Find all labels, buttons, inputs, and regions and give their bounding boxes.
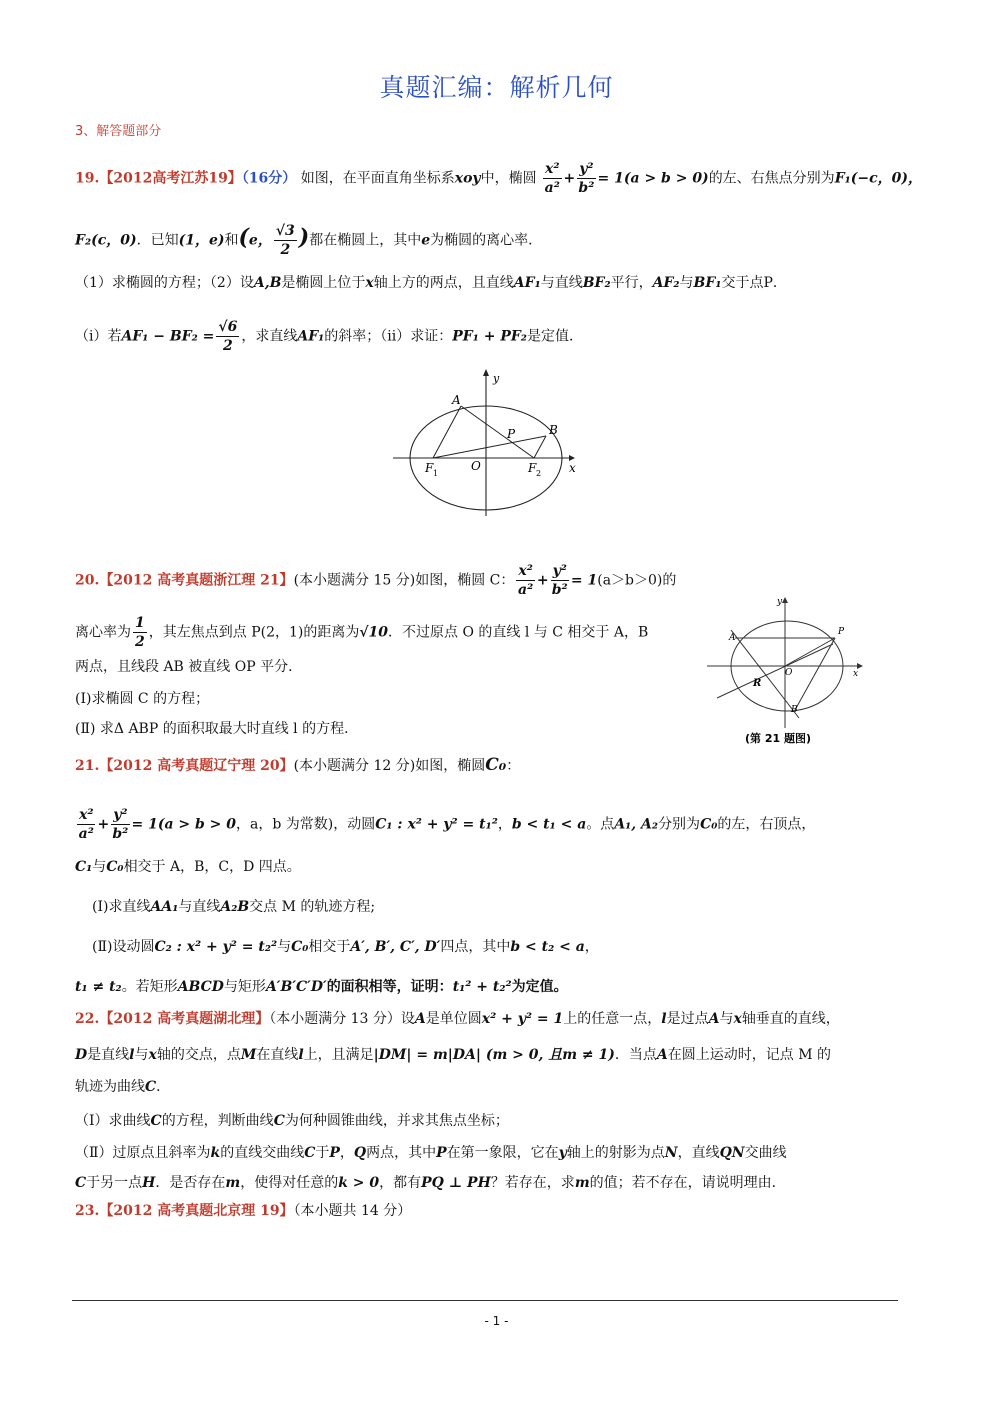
- q20-line-2: [75, 614, 648, 651]
- fig-label-x: x: [853, 669, 859, 679]
- math: A: [656, 1047, 668, 1063]
- page-title: 真题汇编：解析几何: [379, 73, 614, 102]
- text: 为椭圆的离心率．: [430, 232, 543, 249]
- fraction: [133, 614, 147, 651]
- math: N: [664, 1145, 678, 1161]
- math: m: [574, 1175, 590, 1191]
- paren: ): [298, 224, 310, 251]
- q19-line-3: [75, 272, 787, 294]
- text: 都在椭圆上，其中: [309, 232, 422, 249]
- q21-line-4: [92, 896, 375, 918]
- text: 为定值。: [511, 979, 568, 995]
- y-axis-arrow: [483, 369, 489, 376]
- text: 的左、右焦点分别为: [708, 170, 835, 187]
- text: 与: [679, 275, 694, 291]
- q20-line-4: (Ⅰ)求椭圆 C 的方程；: [75, 691, 210, 707]
- numerator: √6: [218, 319, 238, 335]
- text: ，: [339, 1145, 354, 1161]
- fig-label-o: O: [785, 668, 793, 678]
- denominator: a²: [544, 180, 560, 196]
- q19-line-2: [75, 222, 542, 259]
- fraction: [551, 562, 569, 599]
- text: 的面积相等，证明：: [326, 979, 453, 995]
- text: ，使得对任意的: [240, 1175, 339, 1191]
- figure-caption: (第 21 题图): [745, 732, 812, 745]
- math: m: [225, 1175, 241, 1191]
- math: P: [329, 1145, 340, 1161]
- text: 轨迹为曲线: [75, 1079, 145, 1095]
- math: BF₁: [693, 275, 722, 291]
- text: ：: [506, 758, 521, 774]
- text: 上的任意一点，: [563, 1011, 662, 1027]
- question-source: 【2012高考江苏19】: [99, 170, 242, 187]
- math: e: [421, 232, 431, 249]
- fig-label-f1-sub: 1: [433, 469, 439, 478]
- q19-line-4: [75, 318, 583, 355]
- text: ．: [156, 1079, 171, 1095]
- math: |DM| = m|DA| (m > 0, 且m ≠ 1): [373, 1047, 615, 1063]
- fraction: [516, 562, 534, 599]
- text: 于另一点: [86, 1175, 143, 1191]
- math: = 1: [570, 572, 598, 589]
- fig-label-f2: F: [528, 461, 537, 475]
- denominator: b²: [551, 582, 568, 598]
- text: (Ⅱ)设动圆: [92, 939, 155, 955]
- question-source: 【2012 高考真题辽宁理 20】: [99, 758, 294, 774]
- math: A′, B′, C′, D′: [350, 939, 441, 955]
- denominator: a²: [518, 582, 534, 598]
- numerator: y²: [113, 807, 128, 823]
- math: A₁, A₂: [614, 816, 659, 833]
- text: 分别为: [658, 816, 701, 833]
- math: AF₂: [652, 275, 680, 291]
- math: x: [733, 1011, 742, 1027]
- text: 与直线: [178, 899, 221, 915]
- text: ，: [497, 816, 512, 833]
- question-points: （16分）: [241, 170, 297, 187]
- text: ，: [584, 939, 599, 955]
- math: C: [304, 1145, 316, 1161]
- q21-line-5: [92, 936, 599, 958]
- math: e，: [248, 232, 272, 249]
- q21-line-1: [75, 754, 520, 777]
- numerator: x²: [545, 161, 560, 177]
- text: 为何种圆锥曲线，并求其焦点坐标；: [284, 1113, 509, 1129]
- math: C: [75, 1175, 87, 1191]
- text: 两点，其中: [366, 1145, 437, 1161]
- denominator: b²: [578, 180, 595, 196]
- text: 是单位圆: [425, 1011, 482, 1027]
- math: Q: [353, 1145, 367, 1161]
- numerator: y²: [552, 563, 567, 579]
- y-axis-arrow: [782, 597, 788, 603]
- text: 的直线交曲线: [220, 1145, 305, 1161]
- question-number: 20.: [75, 572, 100, 589]
- secant-line: [717, 644, 833, 698]
- math: AF₁: [513, 275, 541, 291]
- page-number: - 1 -: [484, 1314, 509, 1328]
- fraction: [77, 806, 95, 843]
- fig-label-p: P: [838, 627, 845, 637]
- text: (本小题满分 12 分)如图，椭圆: [293, 758, 486, 774]
- math: +: [563, 170, 576, 187]
- ellipse-figure-q19: [393, 364, 597, 518]
- text: 上，且满足: [303, 1047, 374, 1063]
- text: 轴上的射影为点: [566, 1145, 665, 1161]
- fig-label-p: P: [507, 427, 516, 441]
- numerator: x²: [518, 563, 533, 579]
- numerator: x²: [79, 807, 94, 823]
- text: 与: [92, 859, 107, 875]
- math: A: [708, 1011, 720, 1027]
- math: C₂ : x² + y² = t₂²: [154, 939, 278, 955]
- text: 是过点: [666, 1011, 709, 1027]
- q21-line-2: [75, 806, 815, 843]
- math: +: [97, 816, 110, 833]
- math: C₀: [106, 859, 124, 875]
- fig-label-a: A: [452, 393, 461, 407]
- text: 与直线: [540, 275, 583, 291]
- denominator: b²: [112, 826, 129, 842]
- q22-line-2: [75, 1044, 831, 1066]
- math: ABCD: [177, 979, 224, 995]
- question-source: 【2012 高考真题湖北理】: [99, 1011, 270, 1027]
- math: = 1(a > b > 0: [131, 816, 237, 833]
- math: F₂(c，0): [75, 232, 137, 249]
- numerator: 1: [135, 615, 145, 631]
- text: （本小题共 14 分）: [293, 1203, 412, 1219]
- text: 相交于: [308, 939, 351, 955]
- q22-line-4: [75, 1110, 509, 1132]
- math: t₁² + t₂²: [452, 979, 512, 995]
- question-number: 22.: [75, 1011, 100, 1027]
- math: +: [536, 572, 549, 589]
- text: 。若矩形: [121, 979, 178, 995]
- math: k: [210, 1145, 221, 1161]
- text: 的方程，判断曲线: [161, 1113, 274, 1129]
- text: 的值；若不存在，请说明理由．: [589, 1175, 786, 1191]
- math: √10: [359, 624, 389, 641]
- math: l: [129, 1047, 135, 1063]
- text: ．已知: [136, 232, 179, 249]
- question-number: 21.: [75, 758, 100, 774]
- fig-label-o: O: [471, 459, 481, 473]
- text: (a＞b＞0)的: [597, 572, 677, 589]
- text: 和: [224, 232, 239, 249]
- question-number: 23.: [75, 1203, 100, 1219]
- math: xoy: [454, 170, 481, 187]
- q21-line-3: [75, 856, 301, 878]
- math: l: [298, 1047, 304, 1063]
- text: ．当点: [614, 1047, 657, 1063]
- math: l: [661, 1011, 667, 1027]
- q20-line-3: 两点，且线段 AB 被直线 OP 平分．: [75, 659, 303, 675]
- text: ，都有: [379, 1175, 422, 1191]
- text: ，求直线: [241, 328, 298, 345]
- math: A′B′C′D′: [265, 979, 327, 995]
- text: （Ⅰ）求曲线: [75, 1113, 151, 1129]
- text: 如图，在平面直角坐标系: [300, 170, 455, 187]
- question-number: 19.: [75, 170, 100, 187]
- text: 在直线: [256, 1047, 299, 1063]
- text: (本小题满分 15 分)如图，椭圆 C：: [293, 572, 515, 589]
- text: （Ⅱ）过原点且斜率为: [75, 1145, 211, 1161]
- math: A,B: [253, 275, 282, 291]
- math: b < t₂ < a: [510, 939, 585, 955]
- text: 与: [277, 939, 292, 955]
- text: (Ⅰ)求直线: [92, 899, 151, 915]
- text: （1）求椭圆的方程；（2）设: [75, 275, 254, 291]
- fig-label-b: B: [549, 423, 558, 437]
- text: 。点: [586, 816, 615, 833]
- text: 于: [315, 1145, 330, 1161]
- text: ，其左焦点到点 P(2，1)的距离为: [148, 624, 360, 641]
- text: 交点 M 的轨迹方程;: [249, 899, 376, 915]
- text: 是定值．: [526, 328, 583, 345]
- math: AF₁ − BF₂ =: [121, 328, 215, 345]
- math: QN: [719, 1145, 745, 1161]
- ellipse-figure-q20: [707, 596, 873, 750]
- text: 交曲线: [744, 1145, 787, 1161]
- section-heading: 3、解答题部分: [75, 124, 162, 139]
- math: C: [145, 1079, 157, 1095]
- text: 与: [134, 1047, 149, 1063]
- denominator: 2: [223, 338, 233, 354]
- math: AA₁: [150, 899, 179, 915]
- fig-label-r: R: [753, 678, 762, 689]
- math: PF₁ + PF₂: [452, 328, 527, 345]
- math: BF₂: [582, 275, 611, 291]
- text: 轴上方的两点，且直线: [373, 275, 514, 291]
- fig-label-y: y: [777, 597, 783, 607]
- fraction: [216, 318, 239, 355]
- fraction: [543, 160, 561, 197]
- fraction: [111, 806, 129, 843]
- math: k > 0: [338, 1175, 380, 1191]
- text: 轴垂直的直线，: [741, 1011, 840, 1027]
- math: A₂B: [220, 899, 250, 915]
- denominator: 2: [280, 242, 291, 258]
- paren: (: [238, 224, 249, 251]
- text: 是直线: [87, 1047, 130, 1063]
- math: F₁(−c，0)，: [834, 170, 923, 187]
- fig-label-f2-sub: 2: [536, 469, 542, 478]
- text: 中，椭圆: [480, 170, 537, 187]
- math: H: [142, 1175, 156, 1191]
- denominator: 2: [135, 634, 145, 650]
- math: C₁: [75, 859, 93, 875]
- math: b < t₁ < a: [511, 816, 587, 833]
- math: A: [414, 1011, 426, 1027]
- math: C₀: [485, 755, 507, 775]
- denominator: a²: [78, 826, 94, 842]
- question-source: 【2012 高考真题北京理 19】: [99, 1203, 294, 1219]
- q19-line-1: [75, 160, 922, 197]
- math: M: [240, 1047, 257, 1063]
- q20-line-5: (Ⅱ) 求Δ ABP 的面积取最大时直线 l 的方程．: [75, 721, 359, 737]
- text: 交于点P．: [721, 275, 787, 291]
- fig-label-b: B: [791, 705, 798, 715]
- q23-line-1: [75, 1200, 411, 1222]
- math: PQ ⊥ PH: [421, 1175, 491, 1191]
- q22-line-3: [75, 1076, 170, 1098]
- text: 的左，右顶点，: [717, 816, 816, 833]
- math: C₀: [291, 939, 309, 955]
- math: C: [273, 1113, 285, 1129]
- math: (1，e): [178, 232, 225, 249]
- math: C₀: [700, 816, 718, 833]
- text: 离心率为: [75, 624, 131, 641]
- text: 相交于 A，B，C，D 四点。: [123, 859, 301, 875]
- math: AF₁: [297, 328, 325, 345]
- q22-line-5: [75, 1142, 787, 1164]
- text: 在第一象限，它在: [446, 1145, 559, 1161]
- text: 平行，: [610, 275, 653, 291]
- fig-label-y: y: [493, 372, 500, 385]
- text: 在圆上运动时，记点 M 的: [667, 1047, 832, 1063]
- text: ，a，b 为常数)，动圆: [236, 816, 376, 833]
- math: t₁ ≠ t₂: [75, 979, 122, 995]
- text: ，直线: [677, 1145, 720, 1161]
- numerator: y²: [579, 161, 594, 177]
- math: D: [75, 1047, 88, 1063]
- math: x: [148, 1047, 157, 1063]
- text: （本小题满分 13 分）设: [269, 1011, 415, 1027]
- text: 的斜率；（ii）求证：: [324, 328, 453, 345]
- text: ．不过原点 O 的直线 l 与 C 相交于 A，B: [388, 624, 649, 641]
- fig-label-x: x: [569, 461, 576, 475]
- text: （i）若: [75, 328, 122, 345]
- math: y: [558, 1145, 567, 1161]
- text: ．是否存在: [155, 1175, 226, 1191]
- numerator: √3: [275, 223, 295, 239]
- math: x: [365, 275, 374, 291]
- footer-divider: [72, 1300, 898, 1301]
- q21-line-6: [75, 976, 568, 998]
- text: 四点，其中: [440, 939, 511, 955]
- fig-label-a: A: [729, 633, 736, 643]
- text: 与: [719, 1011, 734, 1027]
- q22-line-6: [75, 1172, 786, 1194]
- math: = 1(a > b > 0): [597, 170, 709, 187]
- question-source: 【2012 高考真题浙江理 21】: [99, 572, 294, 589]
- fraction: [577, 160, 595, 197]
- q20-line-1: [75, 562, 676, 599]
- fig-label-f1: F: [425, 461, 434, 475]
- text: ？若存在，求: [490, 1175, 575, 1191]
- text: 轴的交点，点: [156, 1047, 241, 1063]
- text: 与矩形: [223, 979, 266, 995]
- segment-bf2: [534, 436, 546, 458]
- math: C₁ : x² + y² = t₁²: [375, 816, 498, 833]
- text: 是椭圆上位于: [281, 275, 366, 291]
- math: C: [150, 1113, 162, 1129]
- q22-line-1: [75, 1008, 840, 1030]
- math: P: [436, 1145, 447, 1161]
- fraction: [274, 222, 297, 259]
- math: x² + y² = 1: [481, 1011, 564, 1027]
